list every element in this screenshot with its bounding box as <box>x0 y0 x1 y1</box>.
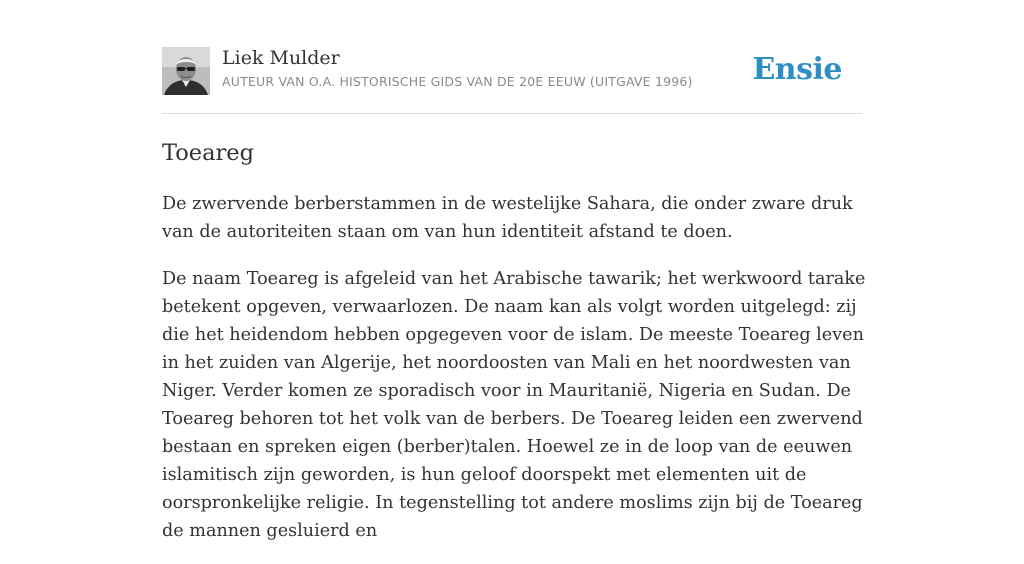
author-name[interactable]: Liek Mulder <box>222 47 340 69</box>
brand-logo[interactable]: Ensie <box>752 52 842 87</box>
author-bio: AUTEUR VAN O.A. HISTORISCHE GIDS VAN DE 20E EEUW (UITGAVE 1996) <box>222 74 693 89</box>
article-paragraph: De naam Toeareg is afgeleid van het Arabische tawarik; het werkwoord tarake betekent opgeven, verwaarlozen. De naam kan als volgt worden uitgelegd: zij die het heidendom hebben opgegeven voor de islam. De meeste Toeareg leven in het zuiden van Algerije, het noordoosten van Mali en het noordwesten van Niger. Verder komen ze sporadisch voor in Mauritanië, Nigeria en Sudan. De Toeareg behoren tot het volk van de berbers. De Toeareg leiden een zwervend bestaan en spreken eigen (berber)talen. Hoewel ze in de loop van de eeuwen islamitisch zijn geworden, is hun geloof doorspekt met elementen uit de oorspronkelijke religie. In tegenstelling tot andere moslims zijn bij de Toeareg de mannen gesluierd en <box>162 269 866 541</box>
author-avatar[interactable] <box>162 47 210 95</box>
article-header <box>162 46 862 114</box>
article-title: Toeareg <box>162 140 255 166</box>
article-body <box>162 190 867 564</box>
author-portrait-icon <box>162 47 210 95</box>
article-paragraph: De zwervende berberstammen in de westelijke Sahara, die onder zware druk van de autoriteiten staan om van hun identiteit afstand te doen. <box>162 194 853 242</box>
